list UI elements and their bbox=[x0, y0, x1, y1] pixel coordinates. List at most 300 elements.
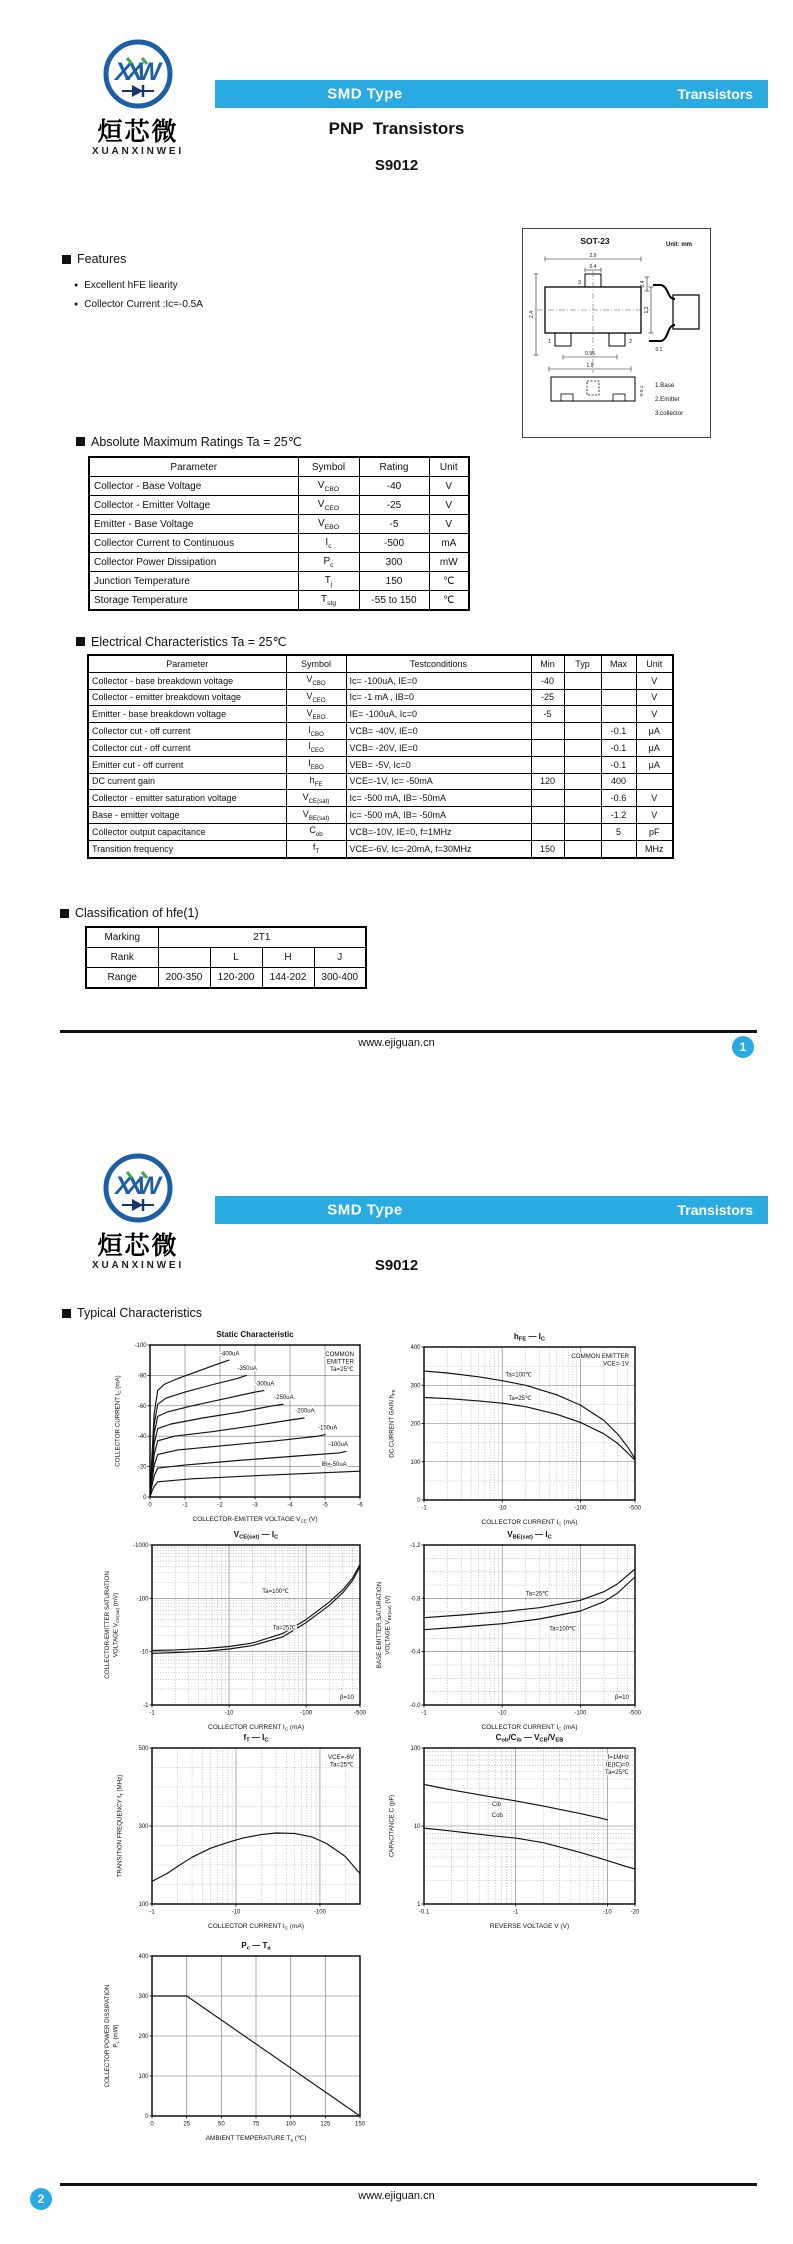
column-header: Parameter bbox=[88, 655, 286, 672]
column-header: Testconditions bbox=[346, 655, 531, 672]
table-cell: $V_{CBO}$ bbox=[286, 672, 346, 689]
svg-text:1.9: 1.9 bbox=[586, 363, 594, 369]
y-tick-label: -1.2 bbox=[410, 1543, 421, 1549]
table-cell: Collector cut - off current bbox=[88, 739, 286, 756]
section-marker-icon bbox=[62, 1309, 71, 1318]
y-tick-label: 0 bbox=[417, 1498, 421, 1504]
table-cell: 150 bbox=[359, 572, 429, 591]
table-row bbox=[88, 807, 673, 824]
table-row bbox=[86, 948, 366, 968]
x-tick-label: -500 bbox=[628, 1710, 642, 1717]
abs-max-table bbox=[88, 456, 470, 611]
curve-label: IB=-50uA bbox=[321, 1461, 347, 1468]
table-cell: -500 bbox=[359, 534, 429, 553]
y-tick-label: -1 bbox=[143, 1703, 149, 1709]
table-cell bbox=[564, 756, 601, 773]
column-header: Typ bbox=[564, 655, 601, 672]
table-cell: -0.1 bbox=[601, 756, 636, 773]
x-tick-label: -0.1 bbox=[418, 1909, 430, 1916]
chart-annotation: EMITTER bbox=[326, 1358, 354, 1366]
chart-ft-vs-ic bbox=[90, 1722, 378, 1942]
classification-heading: Classification of hfe(1) bbox=[60, 906, 199, 920]
package-drawing-svg bbox=[523, 229, 708, 435]
banner-transistors: Transistors bbox=[677, 86, 753, 102]
y-tick-label: -100 bbox=[134, 1343, 147, 1349]
table-cell: Marking bbox=[86, 927, 158, 948]
brand-logo-icon bbox=[97, 1150, 179, 1228]
svg-text:COLLECTOR-EMITTER SATURATION: COLLECTOR-EMITTER SATURATION bbox=[103, 1571, 111, 1679]
table-cell bbox=[531, 823, 564, 840]
table-cell: -25 bbox=[531, 689, 564, 706]
x-tick-label: 0 bbox=[150, 2121, 154, 2128]
table-row bbox=[89, 572, 469, 591]
x-tick-label: -100 bbox=[574, 1505, 587, 1512]
y-axis-label bbox=[376, 1582, 392, 1668]
table-cell: $V_{CEO}$ bbox=[286, 689, 346, 706]
table-cell: ℃ bbox=[429, 591, 469, 611]
table-cell: 400 bbox=[601, 773, 636, 790]
hfe-classification-table bbox=[85, 926, 367, 989]
series-Ta=25 bbox=[424, 1395, 635, 1461]
y-tick-label: 500 bbox=[138, 1746, 149, 1752]
y-tick-label: -1000 bbox=[133, 1543, 149, 1549]
y-tick-label: 300 bbox=[410, 1383, 421, 1390]
chart-annotation: IE(IC)=0 bbox=[605, 1761, 629, 1769]
y-tick-label: 200 bbox=[410, 1421, 421, 1428]
chart-title: $V_{BE(sat)}$ — $I_C$ bbox=[507, 1530, 552, 1541]
table-cell bbox=[601, 840, 636, 857]
table-cell bbox=[564, 723, 601, 740]
y-tick-label: 400 bbox=[138, 1954, 149, 1960]
y-tick-label: -10 bbox=[139, 1649, 149, 1656]
table-cell: $I_{CEO}$ bbox=[286, 739, 346, 756]
series-Ta=100 bbox=[152, 1565, 360, 1651]
svg-text:0.95: 0.95 bbox=[585, 351, 595, 357]
table-row bbox=[88, 739, 673, 756]
x-tick-label: -100 bbox=[574, 1710, 587, 1717]
svg-text:VOLTAGE VCE(sat) (mV): VOLTAGE $V_{CE(sat)}$ (mV) bbox=[112, 1592, 121, 1658]
chart-vbesat-vs-ic bbox=[362, 1519, 653, 1743]
svg-text:COLLECTOR CURRENT IC (mA): COLLECTOR CURRENT $I_C$ (mA) bbox=[114, 1375, 123, 1467]
header-row bbox=[88, 655, 673, 672]
curve-label: -150uA bbox=[318, 1425, 338, 1432]
table-cell: $T_{stg}$ bbox=[298, 591, 359, 611]
header-banner bbox=[215, 1196, 768, 1224]
table-cell: DC current gain bbox=[88, 773, 286, 790]
y-tick-label: -0.8 bbox=[410, 1596, 421, 1603]
table-cell: Collector - base breakdown voltage bbox=[88, 672, 286, 689]
series--400uA bbox=[150, 1360, 229, 1497]
column-header: Symbol bbox=[286, 655, 346, 672]
curve-label: Cob bbox=[491, 1813, 503, 1820]
table-cell: V bbox=[429, 496, 469, 515]
table-cell: $C_{ob}$ bbox=[286, 823, 346, 840]
x-tick-label: -5 bbox=[322, 1502, 328, 1509]
svg-text:Pc (mW): $P_c$ (mW) bbox=[112, 2024, 121, 2048]
curve-label: Ta=100℃ bbox=[505, 1372, 533, 1379]
table-cell: Collector - Emitter Voltage bbox=[89, 496, 298, 515]
x-tick-label: 150 bbox=[354, 2121, 366, 2128]
table-cell bbox=[564, 706, 601, 723]
svg-text:0.4: 0.4 bbox=[589, 264, 597, 270]
y-axis-label bbox=[117, 1775, 125, 1878]
brand-logo bbox=[58, 1150, 218, 1271]
svg-text:XXW: XXW bbox=[115, 1172, 161, 1200]
footer-rule bbox=[60, 2183, 757, 2186]
table-cell: Collector Power Dissipation bbox=[89, 553, 298, 572]
table-cell: 150 bbox=[531, 840, 564, 857]
banner-smd-type: SMD Type bbox=[327, 85, 403, 103]
curve-label: Ta=100℃ bbox=[262, 1588, 289, 1595]
table-cell: V bbox=[636, 689, 673, 706]
table-cell: Emitter cut - off current bbox=[88, 756, 286, 773]
table-cell: $T_j$ bbox=[298, 572, 359, 591]
table-row bbox=[89, 534, 469, 553]
features-heading: Features bbox=[62, 252, 126, 266]
svg-text:1: 1 bbox=[547, 339, 551, 345]
svg-text:2.9: 2.9 bbox=[589, 253, 597, 259]
series-fT bbox=[152, 1833, 360, 1881]
feature-item: ● Collector Current :Ic=-0.5A bbox=[74, 299, 203, 310]
table-cell: 5 bbox=[601, 823, 636, 840]
y-tick-label: -100 bbox=[136, 1596, 149, 1603]
chart-annotation: Ta=25℃ bbox=[330, 1761, 354, 1769]
header-banner bbox=[215, 80, 768, 108]
svg-text:0.4: 0.4 bbox=[640, 280, 646, 288]
chart-pc-vs-ta bbox=[90, 1930, 378, 2154]
table-cell: 120-200 bbox=[210, 968, 262, 989]
chart-static-characteristic bbox=[88, 1319, 378, 1535]
brand-logo-icon bbox=[97, 36, 179, 114]
elec-heading: Electrical Characteristics Ta = 25℃ bbox=[76, 634, 286, 649]
brand-name-en: XUANXINWEI bbox=[92, 1260, 184, 1272]
table-row bbox=[88, 823, 673, 840]
svg-text:Unit: mm: Unit: mm bbox=[666, 242, 692, 248]
table-row bbox=[88, 723, 673, 740]
footer-url: www.ejiguan.cn bbox=[358, 2190, 435, 2202]
table-cell: V bbox=[636, 672, 673, 689]
column-header: Symbol bbox=[298, 457, 359, 477]
column-header: Rating bbox=[359, 457, 429, 477]
table-cell: VCE=-6V, Ic=-20mA, f=30MHz bbox=[346, 840, 531, 857]
y-tick-label: 100 bbox=[138, 2074, 149, 2080]
table-cell: 120 bbox=[531, 773, 564, 790]
chart-annotation: VCE=-6V bbox=[328, 1754, 354, 1761]
curve-label: Ta=25℃ bbox=[525, 1591, 549, 1598]
chart-annotation: VCE=-1V bbox=[603, 1360, 629, 1368]
x-axis-label: COLLECTOR-EMITTER VOLTAGE $V_{CE}$ (V) bbox=[192, 1516, 318, 1524]
curve-label: -350uA bbox=[237, 1366, 257, 1373]
chart-annotation: β=10 bbox=[339, 1694, 354, 1701]
svg-text:DC CURRENT GAIN hFE: DC CURRENT GAIN $h_{FE}$ bbox=[388, 1389, 397, 1458]
curve-label: -400uA bbox=[220, 1351, 240, 1358]
x-tick-label: -10 bbox=[231, 1909, 241, 1916]
table-cell: Collector - Base Voltage bbox=[89, 477, 298, 496]
svg-text:2: 2 bbox=[629, 339, 633, 345]
curve-label: Ta=100℃ bbox=[549, 1626, 576, 1633]
curve-label: Ta=25℃ bbox=[272, 1625, 297, 1632]
table-cell: μA bbox=[636, 756, 673, 773]
x-tick-label: -10 bbox=[603, 1909, 612, 1916]
chart-hfe-vs-ic bbox=[362, 1321, 653, 1538]
table-cell: L bbox=[210, 948, 262, 968]
table-cell: 144-202 bbox=[262, 968, 314, 989]
table-cell: Ic= -500 mA, IB= -50mA bbox=[346, 790, 531, 807]
x-tick-label: 25 bbox=[183, 2121, 191, 2128]
table-cell: 2T1 bbox=[158, 927, 366, 948]
x-tick-label: -2 bbox=[217, 1502, 223, 1509]
bullet-icon: ● bbox=[74, 282, 79, 289]
x-tick-label: -4 bbox=[287, 1502, 293, 1509]
x-tick-label: -6 bbox=[357, 1502, 363, 1509]
svg-text:CAPACITANCE C (pF): CAPACITANCE C (pF) bbox=[388, 1794, 396, 1858]
table-cell: $h_{FE}$ bbox=[286, 773, 346, 790]
table-cell bbox=[531, 723, 564, 740]
y-tick-label: 1 bbox=[417, 1902, 421, 1908]
svg-text:2.4: 2.4 bbox=[529, 311, 535, 318]
table-cell bbox=[564, 689, 601, 706]
table-cell: mA bbox=[429, 534, 469, 553]
table-cell: Collector output capacitance bbox=[88, 823, 286, 840]
x-axis-label: COLLECTOR CURRENT $I_C$ (mA) bbox=[481, 1519, 578, 1527]
column-header: Min bbox=[531, 655, 564, 672]
x-tick-label: -20 bbox=[630, 1909, 640, 1916]
chart-annotation: COMMON bbox=[325, 1351, 354, 1358]
typical-characteristics-heading: Typical Characteristics bbox=[62, 1306, 202, 1320]
table-row bbox=[88, 706, 673, 723]
banner-transistors: Transistors bbox=[677, 1202, 753, 1218]
svg-text:BASE-EMITTER SATURATION: BASE-EMITTER SATURATION bbox=[375, 1581, 383, 1669]
logo-monogram: XXW bbox=[115, 58, 161, 86]
column-header: Unit bbox=[429, 457, 469, 477]
table-cell bbox=[564, 807, 601, 824]
electrical-characteristics-table bbox=[87, 654, 674, 859]
x-tick-label: 125 bbox=[320, 2121, 331, 2128]
x-axis-label: COLLECTOR CURRENT $I_C$ (mA) bbox=[208, 1923, 304, 1931]
y-axis-label bbox=[104, 1571, 120, 1679]
chart-annotation: f=1MHz bbox=[607, 1754, 629, 1761]
table-cell: $V_{BE(sat)}$ bbox=[286, 807, 346, 824]
table-cell bbox=[531, 807, 564, 824]
table-cell: μA bbox=[636, 739, 673, 756]
x-tick-label: -500 bbox=[353, 1710, 367, 1717]
table-cell: IE= -100uA, Ic=0 bbox=[346, 706, 531, 723]
chart-title: $h_{FE}$ — $I_C$ bbox=[513, 1332, 546, 1343]
svg-text:COLLECTOR POWER DISSIPATION: COLLECTOR POWER DISSIPATION bbox=[103, 1984, 111, 2088]
table-cell: $V_{CBO}$ bbox=[298, 477, 359, 496]
table-cell: -0.1 bbox=[601, 723, 636, 740]
brand-name-en: XUANXINWEI bbox=[92, 146, 184, 158]
chart-title: $C_{ob}/C_{ib}$ — $V_{CB}/V_{EB}$ bbox=[495, 1733, 564, 1744]
table-cell: Emitter - Base Voltage bbox=[89, 515, 298, 534]
section-marker-icon bbox=[62, 255, 71, 264]
plot-area bbox=[424, 1545, 635, 1705]
x-tick-label: 100 bbox=[285, 2121, 296, 2128]
abs-max-heading: Absolute Maximum Ratings Ta = 25℃ bbox=[76, 434, 302, 449]
section-marker-icon bbox=[60, 909, 69, 918]
table-row bbox=[89, 515, 469, 534]
part-number: S9012 bbox=[374, 1257, 419, 1274]
y-tick-label: 100 bbox=[138, 1902, 149, 1908]
y-tick-label: 100 bbox=[410, 1459, 421, 1466]
x-axis-label: COLLECTOR CURRENT $I_C$ (mA) bbox=[208, 1724, 304, 1732]
chart-annotation: β=10 bbox=[614, 1694, 629, 1701]
table-row bbox=[88, 672, 673, 689]
table-cell: 200-350 bbox=[158, 968, 210, 989]
table-cell: -5 bbox=[531, 706, 564, 723]
table-row bbox=[89, 553, 469, 572]
table-cell: Rank bbox=[86, 948, 158, 968]
table-cell bbox=[601, 672, 636, 689]
pin-label: 1.Base bbox=[655, 382, 675, 389]
table-cell: ℃ bbox=[429, 572, 469, 591]
table-cell: $I_{EBO}$ bbox=[286, 756, 346, 773]
series--100uA bbox=[150, 1451, 346, 1497]
y-axis-label bbox=[389, 1389, 397, 1458]
table-cell: Collector Current to Continuous bbox=[89, 534, 298, 553]
y-axis-label bbox=[115, 1375, 123, 1466]
table-cell: VCB= -40V, IE=0 bbox=[346, 723, 531, 740]
x-tick-label: -500 bbox=[628, 1505, 642, 1512]
x-tick-label: 50 bbox=[217, 2121, 225, 2128]
table-cell: -0.1 bbox=[601, 739, 636, 756]
curve-label: -100uA bbox=[328, 1442, 348, 1449]
brand-name-cn: 烜芯微 bbox=[97, 1232, 179, 1260]
series-Ta=25 bbox=[152, 1567, 360, 1654]
svg-text:TRANSITION FREQUENCY fT (MHz: TRANSITION FREQUENCY $f_T$ (MHz) bbox=[116, 1774, 125, 1878]
table-cell: V bbox=[429, 477, 469, 496]
feature-item: ● Excellent hFE liearity bbox=[74, 280, 178, 291]
table-cell bbox=[564, 672, 601, 689]
table-row bbox=[88, 773, 673, 790]
package-drawing bbox=[522, 228, 711, 438]
x-tick-label: -10 bbox=[497, 1710, 507, 1717]
table-cell: Emitter - base breakdown voltage bbox=[88, 706, 286, 723]
y-tick-label: 0 bbox=[143, 1495, 147, 1501]
chart-title: $P_c$ — $T_a$ bbox=[241, 1941, 271, 1952]
svg-text:0.1: 0.1 bbox=[655, 347, 663, 353]
series--250uA bbox=[150, 1404, 283, 1497]
table-cell: J bbox=[314, 948, 366, 968]
x-axis-label: REVERSE VOLTAGE V (V) bbox=[489, 1923, 570, 1930]
table-cell: Storage Temperature bbox=[89, 591, 298, 611]
table-cell: VCB= -20V, IE=0 bbox=[346, 739, 531, 756]
table-cell bbox=[158, 948, 210, 968]
bullet-icon: ● bbox=[74, 301, 79, 308]
table-cell: V bbox=[636, 790, 673, 807]
plot-area bbox=[152, 1748, 360, 1904]
table-cell: $f_T$ bbox=[286, 840, 346, 857]
table-cell: H bbox=[262, 948, 314, 968]
table-cell: Ic= -100uA, IE=0 bbox=[346, 672, 531, 689]
x-axis-label: COLLECTOR CURRENT $I_C$ (mA) bbox=[481, 1724, 578, 1732]
svg-text:SOT-23: SOT-23 bbox=[580, 236, 610, 246]
curve-label: Cib bbox=[491, 1802, 501, 1809]
table-cell: $V_{CEO}$ bbox=[298, 496, 359, 515]
table-cell: 300 bbox=[359, 553, 429, 572]
plot-area bbox=[152, 1545, 360, 1705]
table-cell: V bbox=[636, 706, 673, 723]
chart-annotation: Ta=25℃ bbox=[605, 1769, 629, 1776]
x-tick-label: -1 bbox=[182, 1502, 188, 1509]
page-number-badge: 1 bbox=[732, 1036, 754, 1058]
pin-label: 2.Emitter bbox=[655, 396, 680, 403]
x-tick-label: -1 bbox=[149, 1710, 155, 1717]
table-cell bbox=[636, 773, 673, 790]
table-cell: VCB=-10V, IE=0, f=1MHz bbox=[346, 823, 531, 840]
table-cell: $V_{CE(sat)}$ bbox=[286, 790, 346, 807]
chart-title: $V_{CE(sat)}$ — $I_C$ bbox=[233, 1530, 279, 1541]
x-axis-label: AMBIENT TEMPERATURE $T_a$ (℃) bbox=[205, 2135, 307, 2143]
svg-text:VOLTAGE VBE(sat) (V): VOLTAGE $V_{BE(sat)}$ (V) bbox=[384, 1595, 393, 1655]
x-tick-label: -10 bbox=[497, 1505, 507, 1512]
table-cell: $V_{EBO}$ bbox=[298, 515, 359, 534]
y-tick-label: -60 bbox=[137, 1403, 147, 1410]
table-cell: Ic= -500 mA, IB= -50mA bbox=[346, 807, 531, 824]
table-row bbox=[86, 927, 366, 948]
plot-area bbox=[152, 1956, 360, 2116]
x-tick-label: -100 bbox=[300, 1710, 313, 1717]
plot-area bbox=[150, 1345, 360, 1497]
table-cell: mW bbox=[429, 553, 469, 572]
chart-title: Static Characteristic bbox=[216, 1330, 294, 1339]
table-cell: Ic= -1 mA , IB=0 bbox=[346, 689, 531, 706]
table-row bbox=[86, 968, 366, 989]
table-cell: Collector - emitter saturation voltage bbox=[88, 790, 286, 807]
table-cell: -40 bbox=[531, 672, 564, 689]
y-tick-label: 300 bbox=[138, 1824, 149, 1830]
table-row bbox=[89, 591, 469, 611]
pin-label: 3.collector bbox=[655, 410, 684, 417]
brand-logo bbox=[58, 36, 218, 157]
x-tick-label: 75 bbox=[252, 2121, 260, 2128]
table-cell: V bbox=[429, 515, 469, 534]
page-number-badge: 2 bbox=[30, 2188, 52, 2210]
table-cell: Transition frequency bbox=[88, 840, 286, 857]
table-cell bbox=[564, 773, 601, 790]
column-header: Unit bbox=[636, 655, 673, 672]
y-tick-label: 0 bbox=[145, 2114, 149, 2120]
table-cell: Collector cut - off current bbox=[88, 723, 286, 740]
table-row bbox=[88, 840, 673, 857]
table-cell: Range bbox=[86, 968, 158, 989]
svg-text:1.3: 1.3 bbox=[644, 306, 650, 314]
table-cell: pF bbox=[636, 823, 673, 840]
table-cell: -55 to 150 bbox=[359, 591, 429, 611]
y-tick-label: -40 bbox=[137, 1434, 147, 1441]
table-cell: $I_c$ bbox=[298, 534, 359, 553]
x-tick-label: -10 bbox=[224, 1710, 234, 1717]
x-tick-label: -1 bbox=[421, 1505, 427, 1512]
table-cell bbox=[601, 706, 636, 723]
table-cell: -5 bbox=[359, 515, 429, 534]
table-row bbox=[88, 756, 673, 773]
table-cell: Junction Temperature bbox=[89, 572, 298, 591]
table-cell bbox=[531, 756, 564, 773]
table-cell bbox=[564, 840, 601, 857]
chart-annotation: COMMON EMITTER bbox=[571, 1353, 629, 1360]
part-number: S9012 bbox=[374, 157, 419, 174]
table-cell bbox=[564, 739, 601, 756]
x-tick-label: 0 bbox=[148, 1502, 152, 1509]
x-tick-label: -3 bbox=[252, 1502, 258, 1509]
curve-label: -250uA bbox=[274, 1394, 294, 1401]
footer-rule bbox=[60, 1030, 757, 1033]
y-axis-label bbox=[104, 1985, 120, 2088]
y-axis-label bbox=[389, 1795, 396, 1857]
plot-area bbox=[424, 1347, 635, 1500]
table-cell: -0.6 bbox=[601, 790, 636, 807]
